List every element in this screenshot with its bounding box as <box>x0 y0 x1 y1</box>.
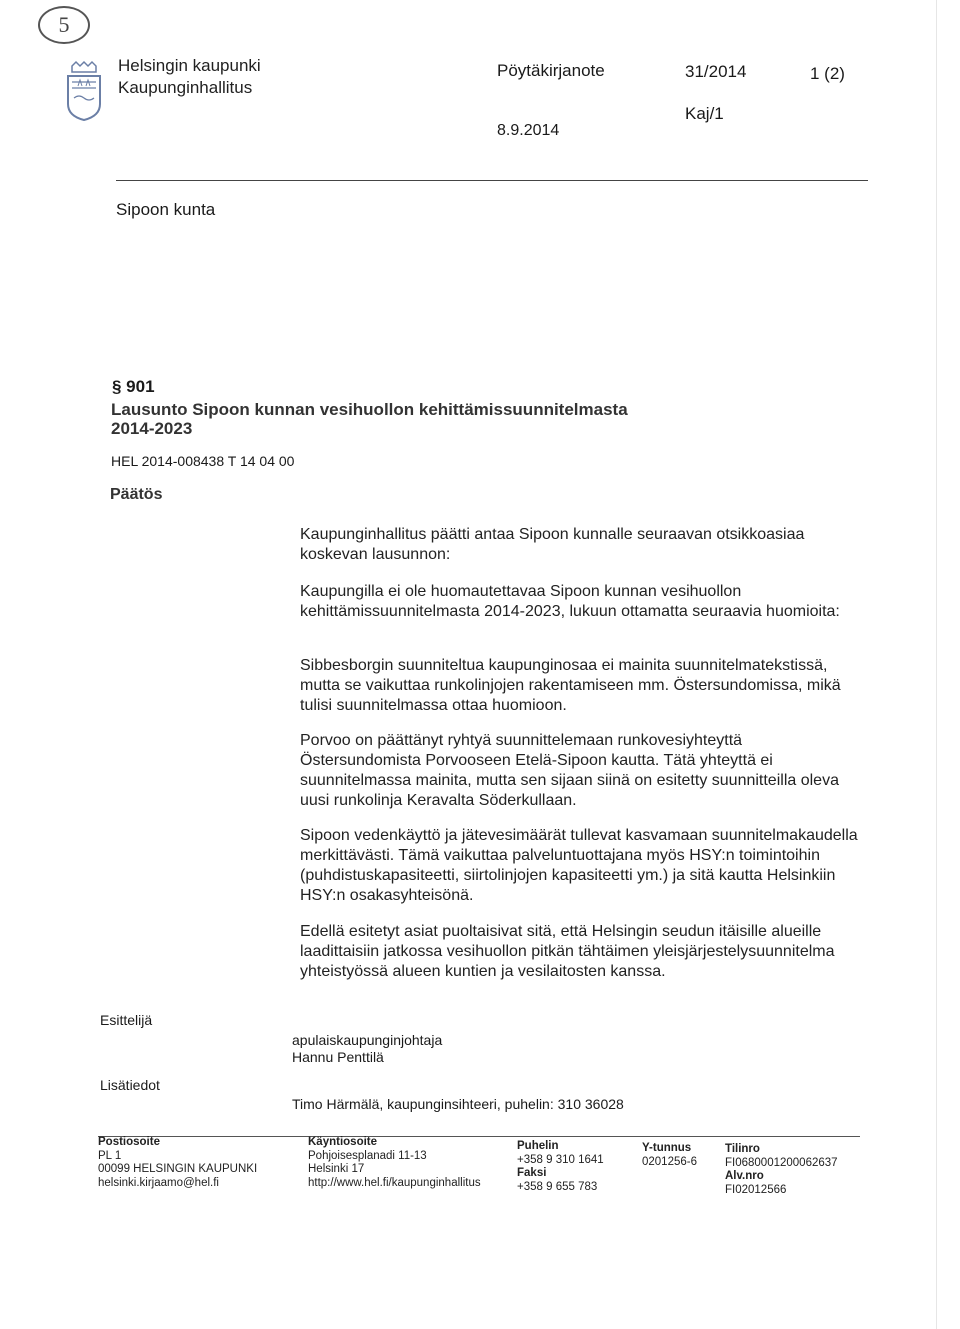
ytunnus-value: 0201256-6 <box>642 1155 697 1168</box>
document-code: Kaj/1 <box>685 104 724 123</box>
alvnro-label: Alv.nro <box>725 1170 764 1182</box>
postal-box: PL 1 <box>98 1149 122 1162</box>
section-title-line2: 2014-2023 <box>111 419 193 438</box>
organization-body: Kaupunginhallitus <box>118 78 253 97</box>
footer-business-id <box>642 1142 697 1169</box>
visit-street: Pohjoisesplanadi 11-13 <box>308 1149 427 1162</box>
paragraph-water-use: Sipoon vedenkäyttö ja jätevesimäärät tullevat kasvamaan suunnitelmakaudella merkittävästi. Tämä vaikuttaa palveluntuottajana myös HSY:n toimintoihin (puhdistuskapasiteetti, siirtolinjojen kapasiteetti ym.) ja sitä kautta Helsinkiin HSY:n osakasyhteisönä. <box>300 827 858 904</box>
presenter-label: Esittelijä <box>100 1012 153 1028</box>
paragraph-intro: Kaupunginhallitus päätti antaa Sipoon kunnalle seuraavan otsikkoasiaa koskevan lausunnon: <box>300 526 805 563</box>
section-title-line1: Lausunto Sipoon kunnan vesihuollon kehittämissuunnitelmasta <box>111 400 628 419</box>
fax-number: +358 9 655 783 <box>517 1180 598 1193</box>
footer-visiting-address <box>308 1136 481 1190</box>
organization-name: Helsingin kaupunki <box>118 56 261 75</box>
postal-email: helsinki.kirjaamo@hel.fi <box>98 1176 219 1189</box>
ytunnus-label: Y-tunnus <box>642 1142 692 1154</box>
phone-number: +358 9 310 1641 <box>517 1153 604 1166</box>
footer-account <box>725 1143 838 1197</box>
document-type: Pöytäkirjanote <box>497 61 605 80</box>
paragraph-sibbesborg: Sibbesborgin suunniteltua kaupunginosaa ei mainita suunnitelmatekstissä, mutta se vaikuttaa runkolinjojen rakentamiseen mm. Östersundomissa, mikä tulisi suunnitelmassa ottaa huomioon. <box>300 657 841 714</box>
footer-postal-address <box>98 1136 257 1190</box>
scan-page-edge <box>936 0 937 1329</box>
section-number: § 901 <box>112 377 155 396</box>
postal-city: 00099 HELSINGIN KAUPUNKI <box>98 1163 258 1175</box>
visit-url: http://www.hel.fi/kaupunginhallitus <box>308 1176 481 1189</box>
decision-heading: Päätös <box>110 486 163 503</box>
presenter-name: Hannu Penttilä <box>292 1049 384 1065</box>
fax-label: Faksi <box>517 1167 547 1179</box>
info-label: Lisätiedot <box>100 1077 160 1093</box>
alvnro-value: FI02012566 <box>725 1183 787 1196</box>
document-number: 31/2014 <box>685 62 747 81</box>
info-contact: Timo Härmälä, kaupunginsihteeri, puhelin: 310 36028 <box>292 1096 624 1112</box>
visit-city: Helsinki 17 <box>308 1163 365 1175</box>
postal-label: Postiosoite <box>98 1136 160 1148</box>
helsinki-coat-of-arms-logo <box>64 60 104 122</box>
tilinro-label: Tilinro <box>725 1143 760 1155</box>
visit-label: Käyntiosoite <box>308 1136 378 1148</box>
paragraph-statement: Kaupungilla ei ole huomautettavaa Sipoon kunnan vesihuollon kehittämissuunnitelmasta 2014-2023, lukuun ottamatta seuraavia huomioita: <box>300 583 840 620</box>
tilinro-value: FI0680001200062637 <box>725 1156 838 1169</box>
document-date: 8.9.2014 <box>497 122 560 139</box>
header-divider <box>116 180 868 181</box>
recipient: Sipoon kunta <box>116 200 216 219</box>
handwritten-page-stamp: 5 <box>38 6 90 44</box>
footer-phone <box>517 1140 604 1194</box>
section-title <box>111 400 671 438</box>
paragraph-conclusion: Edellä esitetyt asiat puoltaisivat sitä, että Helsingin seudun itäisille alueille laadittaisiin jatkossa vesihuollon pitkän tähtäimen yleisjärjestelysuunnitelma yhteistyössä alueen kuntien ja vesilaitosten kanssa. <box>300 923 835 980</box>
page-number: 1 (2) <box>810 64 845 83</box>
phone-label: Puhelin <box>517 1140 559 1152</box>
paragraph-porvoo: Porvoo on päättänyt ryhtyä suunnittelemaan runkovesiyhteyttä Östersundomista Porvooseen Etelä-Sipoon kautta. Tätä yhteyttä ei suunnitelmassa mainita, mutta sen sijaan siinä on esitetty suunnitteilla oleva uusi runkolinja Keravalta Söderkullaan. <box>300 732 839 809</box>
presenter-title: apulaiskaupunginjohtaja <box>292 1032 443 1048</box>
reference-number: HEL 2014-008438 T 14 04 00 <box>111 453 295 469</box>
